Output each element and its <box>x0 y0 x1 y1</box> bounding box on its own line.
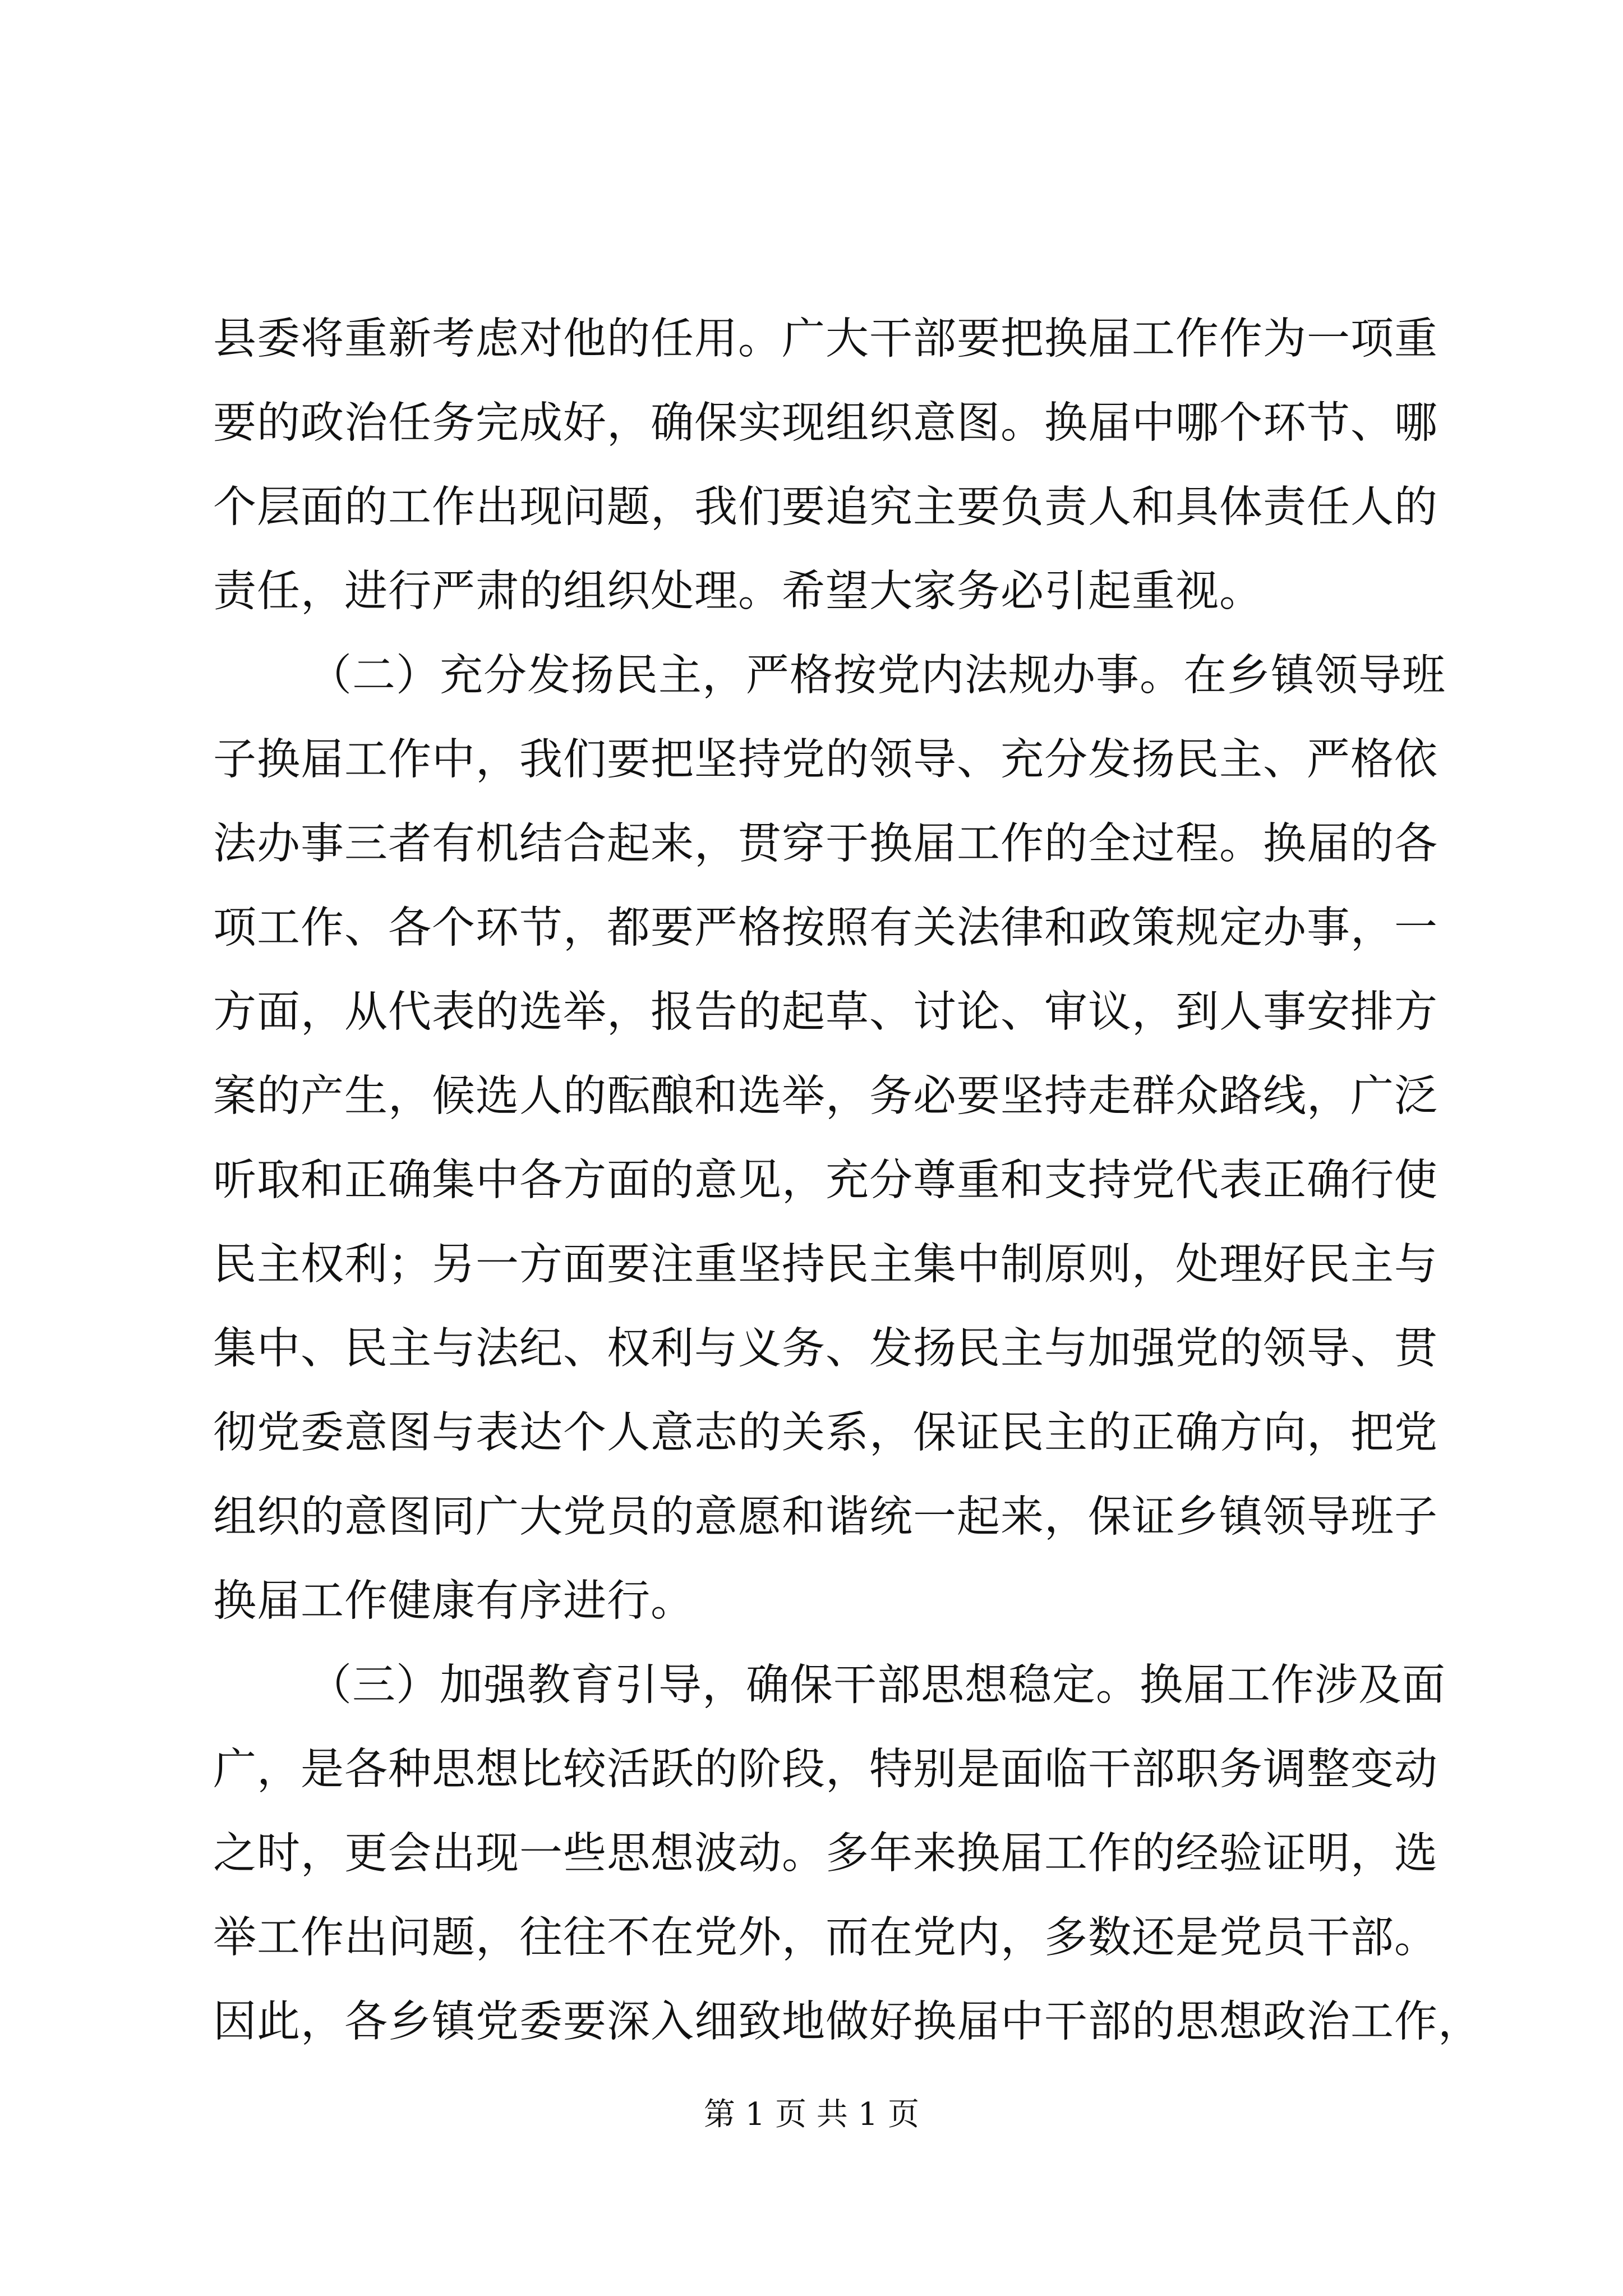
text-line: 彻党委意图与表达个人意志的关系，保证民主的正确方向，把党 <box>213 1408 1438 1458</box>
text-line: 换届工作健康有序进行。 <box>213 1576 694 1626</box>
page-footer: 第 1 页 共 1 页 <box>703 2096 920 2133</box>
text-line: 因此，各乡镇党委要深入细致地做好换届中干部的思想政治工作， <box>213 1997 1482 2047</box>
text-line: 广，是各种思想比较活跃的阶段，特别是面临干部职务调整变动 <box>213 1745 1438 1795</box>
text-line: 集中、民主与法纪、权利与义务、发扬民主与加强党的领导、贯 <box>213 1324 1438 1374</box>
paragraph-heading-2: （二）充分发扬民主，严格按党内法规办事。在乡镇领导班 <box>308 651 1446 701</box>
text-line: 组织的意图同广大党员的意愿和谐统一起来，保证乡镇领导班子 <box>213 1492 1438 1542</box>
text-line: 方面，从代表的选举，报告的起草、讨论、审议，到人事安排方 <box>213 987 1438 1037</box>
text-line: 个层面的工作出现问题，我们要追究主要负责人和具体责任人的 <box>213 482 1438 532</box>
text-line: 法办事三者有机结合起来，贯穿于换届工作的全过程。换届的各 <box>213 819 1438 869</box>
text-line: 民主权利；另一方面要注重坚持民主集中制原则，处理好民主与 <box>213 1240 1438 1290</box>
text-line: 项工作、各个环节，都要严格按照有关法律和政策规定办事，一 <box>213 903 1438 953</box>
text-line: 要的政治任务完成好，确保实现组织意图。换届中哪个环节、哪 <box>213 398 1438 448</box>
text-line: 举工作出问题，往往不在党外，而在党内，多数还是党员干部。 <box>213 1913 1438 1963</box>
text-line: 县委将重新考虑对他的任用。广大干部要把换届工作作为一项重 <box>213 314 1438 364</box>
text-line: 责任，进行严肃的组织处理。希望大家务必引起重视。 <box>213 567 1263 616</box>
text-line: 子换届工作中，我们要把坚持党的领导、充分发扬民主、严格依 <box>213 735 1438 785</box>
text-line: 之时，更会出现一些思想波动。多年来换届工作的经验证明，选 <box>213 1829 1438 1879</box>
text-line: 听取和正确集中各方面的意见，充分尊重和支持党代表正确行使 <box>213 1156 1438 1205</box>
text-line: 案的产生，候选人的酝酿和选举，务必要坚持走群众路线，广泛 <box>213 1071 1438 1121</box>
paragraph-heading-3: （三）加强教育引导，确保干部思想稳定。换届工作涉及面 <box>308 1660 1446 1710</box>
